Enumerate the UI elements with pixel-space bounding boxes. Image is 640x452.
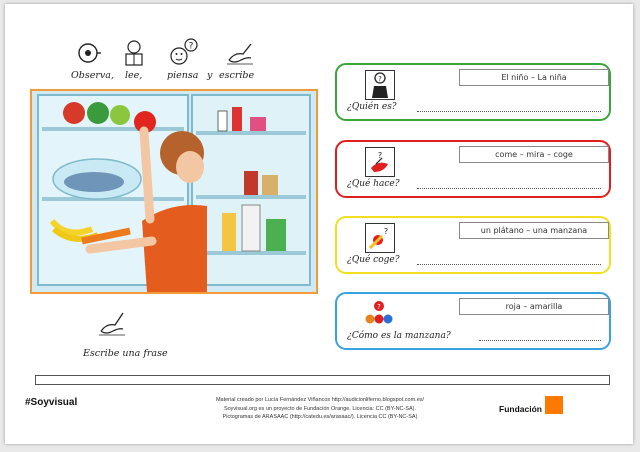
- svg-text:?: ?: [377, 303, 381, 311]
- answer-options-who: El niño – La niña: [459, 69, 609, 86]
- sentence-answer-box[interactable]: [35, 375, 610, 385]
- question-card-what-takes: [335, 216, 611, 274]
- write-sentence-label: Escribe una frase: [83, 348, 168, 359]
- question-card-who: [335, 63, 611, 121]
- credit-line-pictograms: Pictogramas de ARASAAC (http://catedu.es/arasaac/). Licencia CC (BY-NC-SA): [222, 414, 418, 420]
- answer-line-how-is[interactable]: [479, 340, 601, 341]
- writing-hand-icon: [225, 40, 255, 66]
- question-what-takes: ¿Qué coge?: [347, 255, 400, 265]
- question-card-how-is: [335, 292, 611, 350]
- instruction-label-write: escribe: [219, 70, 255, 81]
- question-what-does: ¿Qué hace?: [347, 179, 400, 189]
- instruction-label-think: piensa: [167, 70, 199, 81]
- answer-line-what-takes[interactable]: [417, 264, 601, 265]
- writing-hand-icon: [97, 309, 127, 337]
- reading-child-icon: [123, 40, 145, 66]
- eye-icon: [75, 40, 101, 66]
- answer-options-what-takes: un plátano – una manzana: [459, 222, 609, 239]
- credit-line-author: Material creado por Lucía Fernández Viñancos http://audicionliferno.blogspot.com.es/: [215, 397, 425, 403]
- question-colors-icon: [365, 299, 393, 327]
- question-person-icon: [365, 70, 395, 100]
- answer-options-how-is: roja – amarilla: [459, 298, 609, 315]
- svg-text:?: ?: [383, 227, 389, 236]
- boy-fridge-scene: [32, 91, 316, 292]
- worksheet: [5, 4, 633, 444]
- answer-line-what-does[interactable]: [417, 188, 601, 189]
- instruction-label-observe: Observa,: [71, 70, 114, 81]
- thinking-face-icon: [169, 38, 199, 68]
- fridge-illustration: [30, 89, 318, 294]
- question-object-icon: [365, 223, 395, 253]
- answer-options-what-does: come – mira – coge: [459, 146, 609, 163]
- brand-name: Fundación: [499, 404, 542, 414]
- svg-text:?: ?: [377, 151, 383, 160]
- question-who: ¿Quién es?: [347, 102, 397, 112]
- instruction-label-read: lee,: [125, 70, 143, 81]
- svg-text:?: ?: [188, 41, 194, 52]
- question-card-what-does: [335, 140, 611, 198]
- hashtag: #Soyvisual: [25, 397, 78, 408]
- svg-text:?: ?: [378, 75, 382, 83]
- answer-line-who[interactable]: [417, 111, 601, 112]
- orange-logo: [545, 396, 563, 414]
- question-hand-action-icon: [365, 147, 395, 177]
- question-how-is: ¿Cómo es la manzana?: [347, 331, 451, 341]
- instruction-label-and: y: [207, 70, 213, 81]
- credit-line-project: Soyvisual.org es un proyecto de Fundación Orange. Licencia: CC (BY-NC-SA).: [223, 405, 417, 412]
- instruction-row: [57, 40, 277, 84]
- credits: [165, 396, 475, 422]
